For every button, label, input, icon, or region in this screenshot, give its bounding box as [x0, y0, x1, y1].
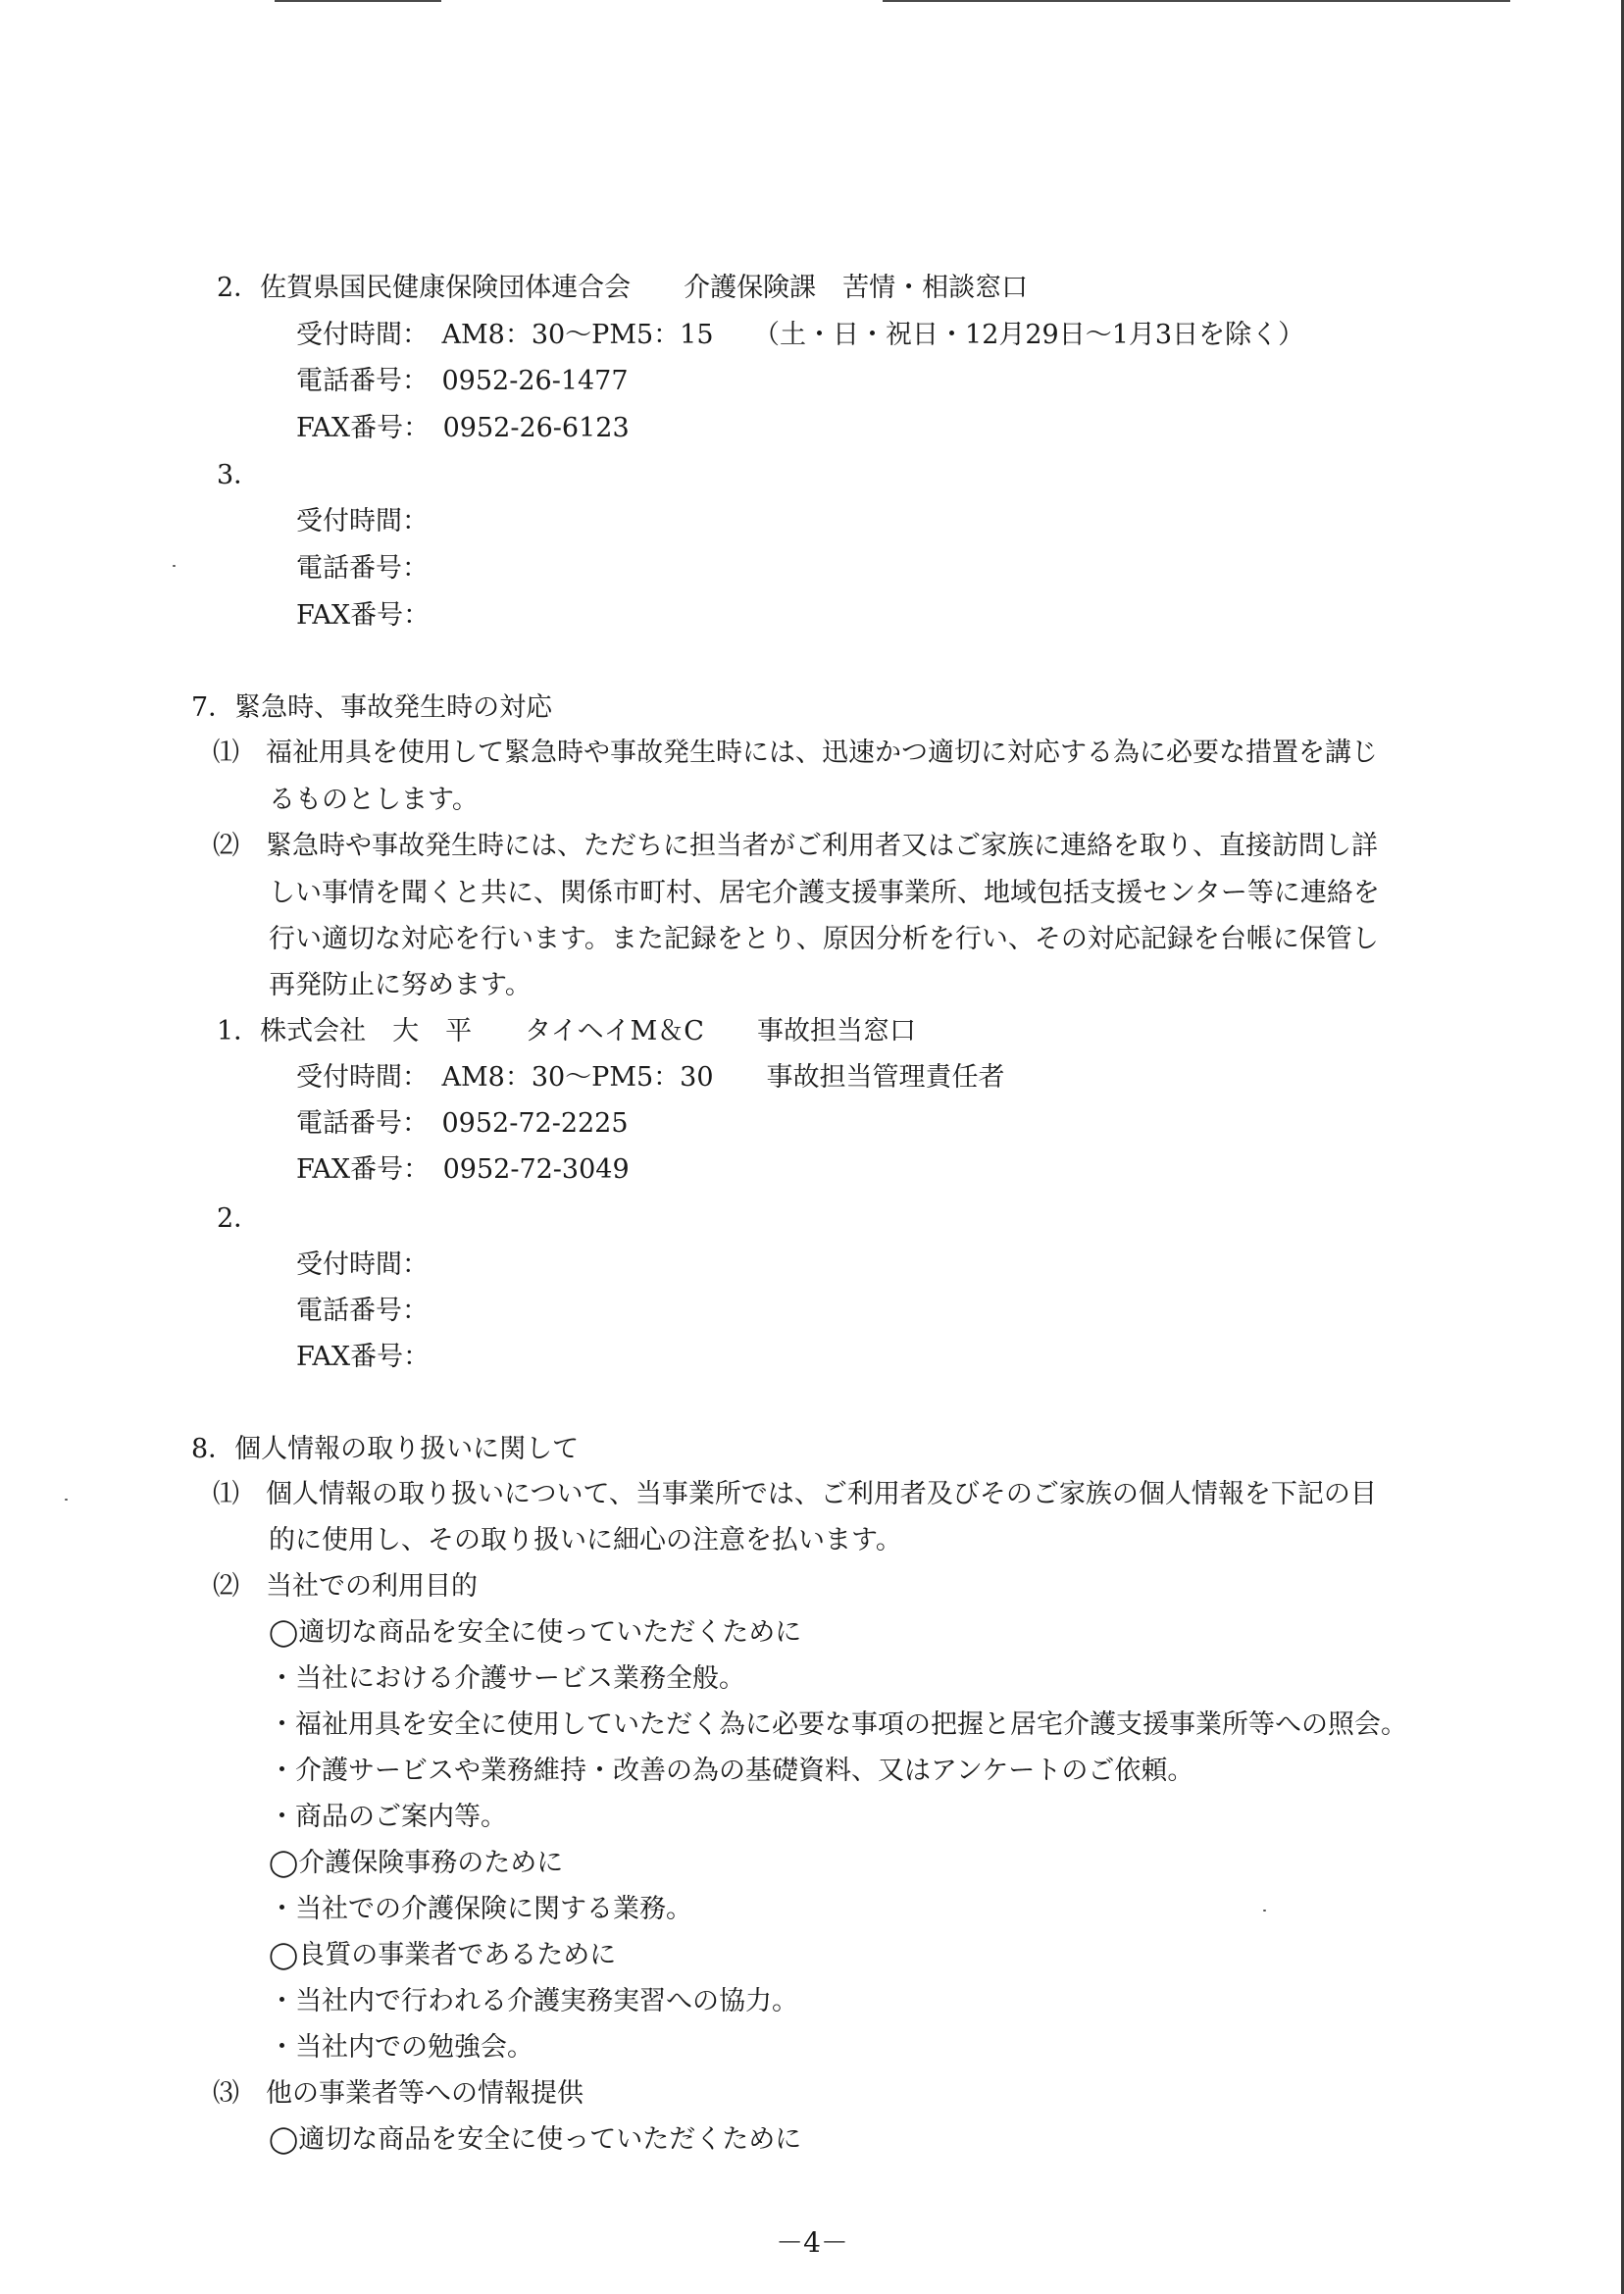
contact3-tel: 電話番号： [296, 553, 429, 584]
accident-contact2-tel: 電話番号： [296, 1296, 429, 1326]
section7-item1-line1: ⑴ 福祉用具を使用して緊急時や事故発生時には、迅速かつ適切に対応する為に必要な措置を講じ [213, 738, 1378, 768]
purpose-c-bullet-2: ・当社内での勉強会。 [269, 2032, 533, 2063]
purpose-b-heading: ◯介護保険事務のために [269, 1848, 564, 1878]
contact3-number: 3． [217, 460, 261, 490]
section7-item2-line3: 行い適切な対応を行います。また記録をとり、原因分析を行い、その対応記録を台帳に保管し [269, 924, 1379, 954]
purpose-b-bullet-1: ・当社での介護保険に関する業務。 [269, 1894, 692, 1924]
purpose-a-bullet-4: ・商品のご案内等。 [269, 1802, 507, 1832]
section8-item1-line1: ⑴ 個人情報の取り扱いについて、当事業所では、ご利用者及びそのご家族の個人情報を下記の目 [213, 1479, 1377, 1509]
section8-title: 8．個人情報の取り扱いに関して [191, 1434, 580, 1464]
accident-contact1-fax: FAX番号： 0952-72-3049 [296, 1154, 630, 1185]
page-number: －4－ [776, 2226, 848, 2259]
accident-contact2-hours: 受付時間： [296, 1249, 429, 1280]
accident-contact2-number: 2． [217, 1203, 261, 1234]
purpose-c-heading: ◯良質の事業者であるために [269, 1940, 617, 1970]
scan-speck [1263, 1910, 1266, 1912]
contact2-hours: 受付時間： AM8：30〜PM5：15 （土・日・祝日・12月29日〜1月3日を除く） [296, 320, 1305, 350]
section7-item2-line4: 再発防止に努めます。 [269, 970, 532, 1000]
contact2-tel: 電話番号： 0952-26-1477 [296, 366, 629, 396]
purpose-a-bullet-2: ・福祉用具を安全に使用していただく為に必要な事項の把握と居宅介護支援事業所等への照会。 [269, 1709, 1407, 1740]
provide-a-heading: ◯適切な商品を安全に使っていただくために [269, 2124, 802, 2155]
purpose-a-bullet-1: ・当社における介護サービス業務全般。 [269, 1663, 745, 1694]
scan-speck [65, 1499, 68, 1501]
purpose-a-heading: ◯適切な商品を安全に使っていただくために [269, 1617, 802, 1648]
section8-item1-line2: 的に使用し、その取り扱いに細心の注意を払います。 [269, 1525, 902, 1555]
accident-contact1-hours: 受付時間： AM8：30〜PM5：30 事故担当管理責任者 [296, 1062, 1005, 1093]
section7-title: 7．緊急時、事故発生時の対応 [191, 692, 553, 723]
section8-item3: ⑶ 他の事業者等への情報提供 [213, 2078, 584, 2109]
contact3-fax: FAX番号： [296, 600, 431, 631]
contact2-heading: 2．佐賀県国民健康保険団体連合会 介護保険課 苦情・相談窓口 [217, 273, 1029, 303]
purpose-c-bullet-1: ・当社内で行われる介護実務実習への協力。 [269, 1986, 798, 2016]
section8-item2: ⑵ 当社での利用目的 [213, 1571, 478, 1602]
accident-contact1-heading: 1．株式会社 大 平 タイヘイM＆C 事故担当窓口 [217, 1016, 916, 1046]
section7-item1-line2: るものとします。 [269, 785, 479, 815]
section7-item2-line2: しい事情を聞くと共に、関係市町村、居宅介護支援事業所、地域包括支援センター等に連絡を [269, 878, 1380, 908]
scan-speck [173, 565, 176, 567]
scan-edge-top-left [275, 0, 441, 2]
contact2-fax: FAX番号： 0952-26-6123 [296, 413, 630, 443]
accident-contact2-fax: FAX番号： [296, 1342, 431, 1372]
scan-edge-top-right [883, 0, 1510, 2]
section7-item2-line1: ⑵ 緊急時や事故発生時には、ただちに担当者がご利用者又はご家族に連絡を取り、直接訪問し詳 [213, 831, 1378, 861]
purpose-a-bullet-3: ・介護サービスや業務維持・改善の為の基礎資料、又はアンケートのご依頼。 [269, 1756, 1194, 1786]
contact3-hours: 受付時間： [296, 506, 429, 536]
accident-contact1-tel: 電話番号： 0952-72-2225 [296, 1108, 629, 1139]
